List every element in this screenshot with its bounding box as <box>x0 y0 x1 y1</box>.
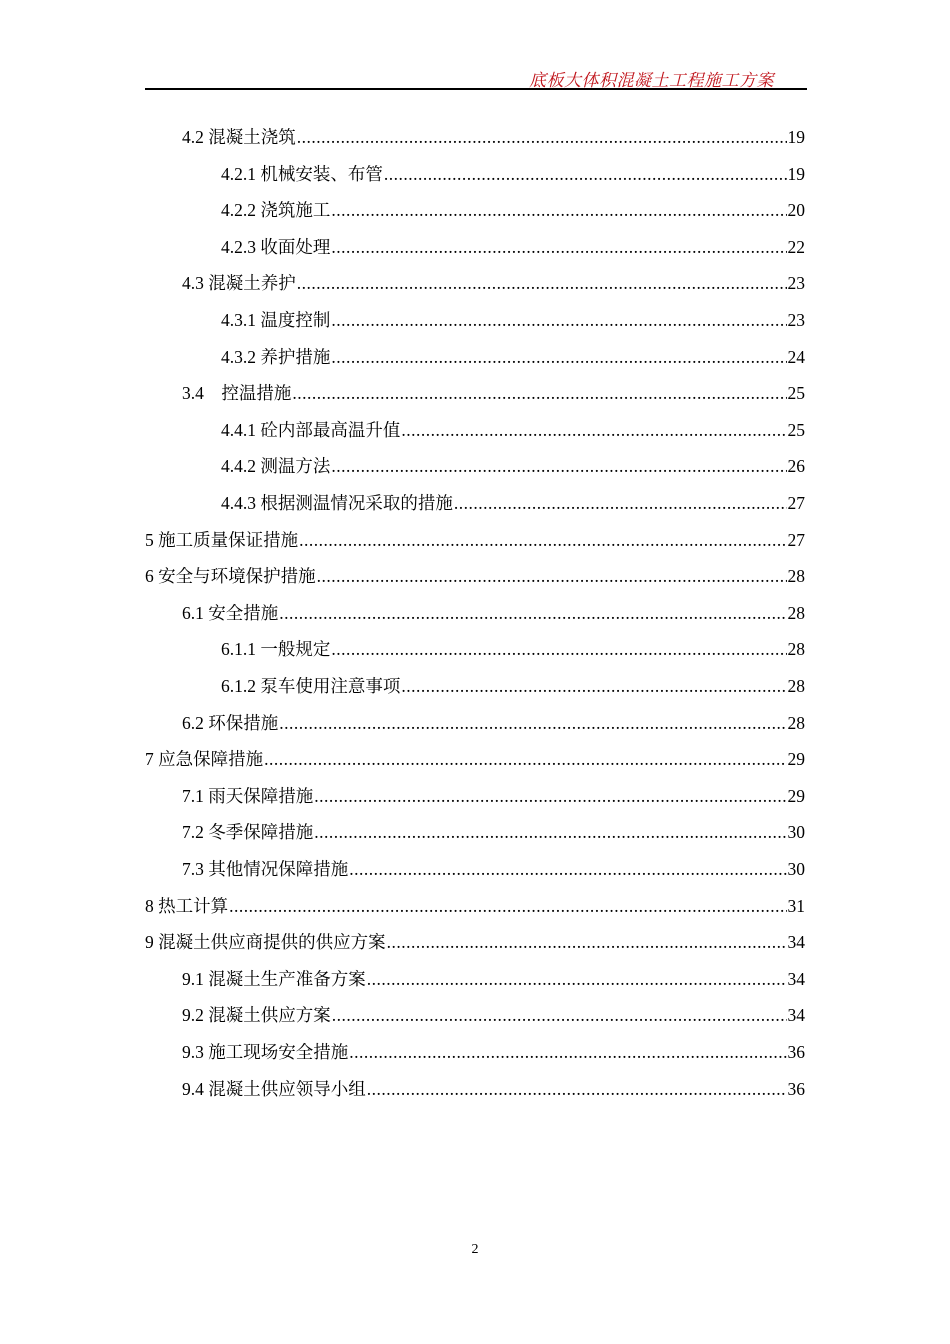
toc-entry-label: 5 施工质量保证措施 <box>145 529 299 550</box>
toc-entry-label: 4.4.2 测温方法 <box>221 456 331 477</box>
toc-dot-leader <box>367 1078 787 1100</box>
toc-entry[interactable] <box>221 230 805 258</box>
toc-dot-leader <box>299 529 786 551</box>
toc-entry[interactable] <box>221 413 805 441</box>
toc-entry-page: 23 <box>787 273 805 294</box>
toc-entry-page: 34 <box>787 1005 805 1026</box>
toc-dot-leader <box>331 638 786 660</box>
toc-entry-page: 29 <box>787 785 805 806</box>
toc-dot-leader <box>279 712 786 734</box>
toc-entry[interactable] <box>182 1072 805 1100</box>
header-title: 底板大体积混凝土工程施工方案 <box>529 71 774 90</box>
toc-entry-page: 36 <box>787 1042 805 1062</box>
toc-entry-label: 9.3 施工现场安全措施 <box>182 1042 349 1062</box>
toc-dot-leader <box>229 895 786 917</box>
toc-dot-leader <box>279 602 786 624</box>
toc-entry-page: 28 <box>787 639 805 660</box>
toc-entry[interactable] <box>182 120 805 148</box>
toc-entry-page: 28 <box>787 602 805 623</box>
toc-dot-leader <box>331 236 786 258</box>
toc-entry-page: 25 <box>787 383 805 404</box>
toc-entry-page: 27 <box>787 529 805 550</box>
toc-entry-label: 4.2.2 浇筑施工 <box>221 200 331 221</box>
toc-entry-label: 4.3.2 养护措施 <box>221 346 331 367</box>
toc-entry[interactable] <box>221 193 805 221</box>
toc-entry-label: 8 热工计算 <box>145 895 229 916</box>
toc-entry[interactable] <box>182 1035 805 1063</box>
toc-dot-leader <box>314 821 786 843</box>
toc-entry[interactable] <box>182 852 805 880</box>
toc-entry[interactable] <box>182 376 805 404</box>
toc-dot-leader <box>384 163 787 185</box>
toc-dot-leader <box>454 492 787 514</box>
toc-entry-page: 31 <box>787 895 805 916</box>
toc-entry-page: 34 <box>787 968 805 989</box>
toc-entry-page: 28 <box>787 712 805 733</box>
toc-entry-label: 9.4 混凝土供应领导小组 <box>182 1078 366 1099</box>
toc-entry[interactable] <box>182 815 805 843</box>
toc-entry[interactable] <box>221 632 805 660</box>
toc-dot-leader <box>387 931 787 953</box>
page-number: 2 <box>471 1242 479 1257</box>
toc-dot-leader <box>292 382 786 404</box>
toc-entry[interactable] <box>145 523 805 551</box>
toc-entry-label: 4.2.3 收面处理 <box>221 236 331 257</box>
toc-entry-page: 24 <box>787 346 805 367</box>
toc-entry[interactable] <box>182 779 805 807</box>
toc-entry-label: 4.4.1 砼内部最高温升值 <box>221 419 401 440</box>
toc-dot-leader <box>332 1004 787 1026</box>
toc-entry[interactable] <box>145 889 805 917</box>
toc-dot-leader <box>317 565 787 587</box>
toc-entry[interactable] <box>145 559 805 587</box>
toc-dot-leader <box>331 346 786 368</box>
toc-entry-label: 4.3 混凝土养护 <box>182 273 296 294</box>
header-rule <box>145 88 807 90</box>
toc-entry-label: 4.2 混凝土浇筑 <box>182 127 296 147</box>
toc-entry-page: 20 <box>787 200 805 221</box>
toc-entry-label: 7 应急保障措施 <box>145 749 264 770</box>
toc-entry-label: 6.1.2 泵车使用注意事项 <box>221 676 401 696</box>
toc-entry[interactable] <box>221 340 805 368</box>
toc-entry[interactable] <box>221 303 805 331</box>
toc-entry[interactable] <box>221 669 805 697</box>
toc-entry[interactable] <box>145 742 805 770</box>
toc-entry-label: 7.2 冬季保障措施 <box>182 822 314 843</box>
toc-entry-page: 27 <box>787 493 805 513</box>
toc-entry-label: 6.1 安全措施 <box>182 602 279 623</box>
toc-entry-page: 22 <box>787 236 805 257</box>
toc-dot-leader <box>367 968 787 990</box>
toc-entry-label: 9.1 混凝土生产准备方案 <box>182 968 366 989</box>
toc-entry[interactable] <box>145 925 805 953</box>
toc-entry[interactable] <box>221 486 805 514</box>
toc-entry-page: 25 <box>787 419 805 440</box>
toc-entry-page: 19 <box>787 127 805 147</box>
toc-entry-label: 7.1 雨天保障措施 <box>182 785 314 806</box>
toc-entry-page: 36 <box>787 1078 805 1099</box>
toc-dot-leader <box>401 419 786 441</box>
toc-entry[interactable] <box>182 998 805 1026</box>
toc-dot-leader <box>264 748 786 770</box>
toc-dot-leader <box>314 785 786 807</box>
toc-entry-label: 9 混凝土供应商提供的供应方案 <box>145 932 386 953</box>
toc-entry-page: 26 <box>787 456 805 477</box>
toc-entry[interactable] <box>221 157 805 185</box>
toc-entry-page: 23 <box>787 310 805 330</box>
toc-entry-page: 29 <box>787 749 805 770</box>
toc-entry-label: 4.2.1 机械安装、布管 <box>221 163 383 184</box>
toc-entry-label: 3.4 控温措施 <box>182 383 292 404</box>
toc-entry-page: 19 <box>787 163 805 184</box>
toc-dot-leader <box>331 199 786 221</box>
toc-entry[interactable] <box>221 449 805 477</box>
toc-dot-leader <box>349 858 786 880</box>
toc-entry[interactable] <box>182 596 805 624</box>
toc-dot-leader <box>297 126 787 148</box>
toc-dot-leader <box>331 309 786 331</box>
toc-entry-label: 7.3 其他情况保障措施 <box>182 859 349 879</box>
toc-entry-label: 9.2 混凝土供应方案 <box>182 1005 331 1026</box>
toc-entry-label: 6.1.1 一般规定 <box>221 639 331 660</box>
toc-dot-leader <box>297 272 787 294</box>
toc-entry-label: 4.4.3 根据测温情况采取的措施 <box>221 493 453 513</box>
toc-entry-page: 28 <box>787 676 805 696</box>
toc-entry[interactable] <box>182 266 805 294</box>
toc-entry-label: 6 安全与环境保护措施 <box>145 566 316 587</box>
toc-entry[interactable] <box>182 962 805 990</box>
toc-entry-page: 28 <box>787 566 805 587</box>
toc-entry-label: 4.3.1 温度控制 <box>221 310 331 330</box>
toc-entry-page: 30 <box>787 859 805 879</box>
toc-entry-page: 34 <box>787 932 805 953</box>
toc-dot-leader <box>401 675 786 697</box>
toc-dot-leader <box>349 1041 786 1063</box>
toc-dot-leader <box>331 455 786 477</box>
toc-entry-label: 6.2 环保措施 <box>182 712 279 733</box>
toc-entry-page: 30 <box>787 822 805 843</box>
toc-entry[interactable] <box>182 706 805 734</box>
